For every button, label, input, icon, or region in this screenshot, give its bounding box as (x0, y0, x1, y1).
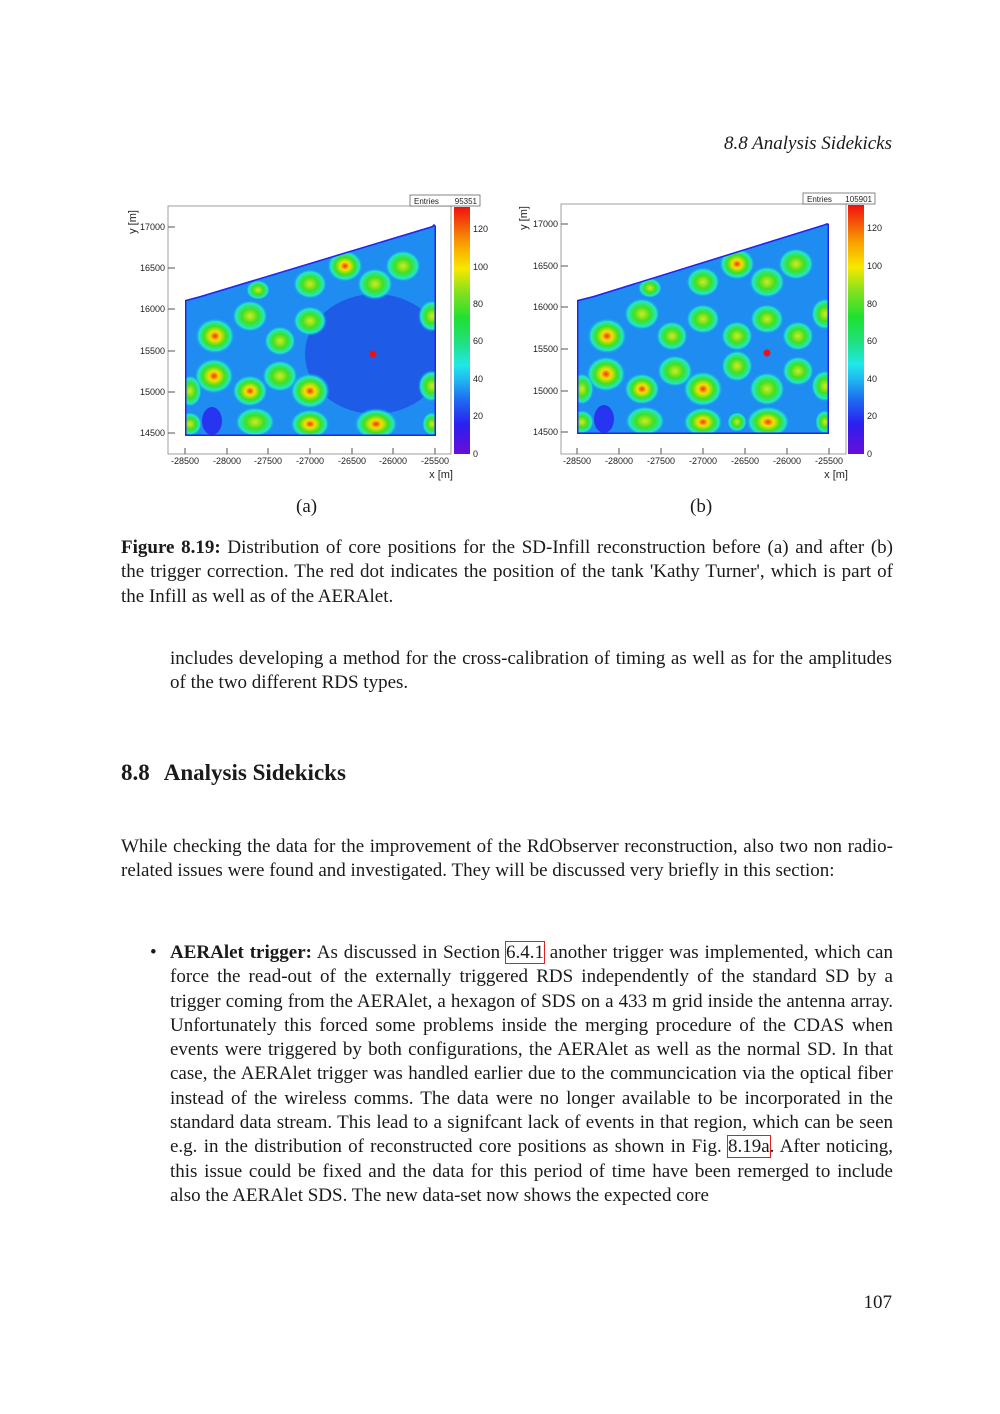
svg-text:17000: 17000 (139, 222, 165, 232)
running-header: 8.8 Analysis Sidekicks (724, 133, 892, 154)
section-ref-link[interactable]: 6.4.1 (505, 942, 544, 963)
svg-text:80: 80 (867, 299, 878, 309)
svg-text:-27000: -27000 (688, 456, 718, 466)
bullet-icon: • (150, 942, 157, 963)
figure-ref-link[interactable]: 8.19a (727, 1136, 770, 1158)
svg-text:16500: 16500 (532, 261, 558, 271)
svg-text:40: 40 (473, 374, 484, 384)
svg-text:0: 0 (867, 449, 873, 459)
kathy-turner-marker (764, 350, 771, 357)
svg-text:60: 60 (473, 336, 484, 346)
x-axis-label-a: x [m] (429, 469, 453, 481)
svg-text:100: 100 (473, 262, 489, 272)
svg-text:15500: 15500 (532, 344, 558, 354)
svg-text:40: 40 (867, 374, 878, 384)
svg-text:16000: 16000 (139, 304, 165, 314)
y-axis-label-a: y [m] (127, 210, 139, 234)
svg-text:95351: 95351 (454, 197, 477, 206)
svg-text:-28500: -28500 (170, 456, 200, 466)
figure-panel-a (120, 186, 500, 486)
list-item: • AERAlet trigger: As discussed in Section 6.4.1 another trigger was implemented, which can force the read-out of the externally triggered RDS independently of the standard SD by a trigger coming from the AERAlet, a hexagon of SDS on a 433 m grid inside the antenna array. Unfortunately this forced some problems inside the merging procedure of the CDAS when events were triggered by both configurations, the AERAlet as well as the normal SD. In that case, the AERAlet trigger was handled earlier due to the communcication via the optical fiber instead of the wireless comms. The data were no longer available to be incorporated in the standard data stream. This lead to a signifcant lack of events in that region, which can be seen e.g. in the distribution of reconstructed core positions as shown in Fig. 8.19a. After noticing, this issue could be fixed and the data for this period of time have been remerged to include also the AERAlet SDS. The new data-set now shows the expected core (150, 942, 894, 1206)
caption-label: Figure 8.19: (121, 537, 221, 558)
section-heading (121, 760, 346, 786)
section-title: Analysis Sidekicks (163, 760, 346, 785)
svg-text:-28500: -28500 (562, 456, 592, 466)
subcaption-b: (b) (690, 496, 713, 517)
x-axis-label-b: x [m] (824, 469, 848, 481)
bullet-label: AERAlet trigger: (170, 942, 312, 963)
page-number: 107 (863, 1292, 892, 1313)
caption-text: Distribution of core positions for the SD-Infill reconstruction before (a) and after (b) the trigger correction. The red dot indicates the position of the tank 'Kathy Turner', which is part of the Infill as well as of the AERAlet. (121, 537, 893, 607)
colorbar-b (848, 205, 864, 454)
svg-text:-26500: -26500 (730, 456, 760, 466)
heatmap-chart-a (120, 186, 500, 486)
svg-text:-27500: -27500 (646, 456, 676, 466)
svg-text:Entries: Entries (414, 197, 439, 206)
svg-text:120: 120 (867, 223, 883, 233)
section-number: 8.8 (121, 760, 150, 785)
svg-text:16500: 16500 (139, 263, 165, 273)
y-axis-label-b: y [m] (518, 206, 530, 230)
bullet-list (121, 941, 893, 1208)
svg-text:60: 60 (867, 336, 878, 346)
subcaption-a: (a) (296, 496, 318, 517)
svg-text:-26000: -26000 (378, 456, 408, 466)
svg-text:20: 20 (473, 411, 484, 421)
svg-text:14500: 14500 (139, 428, 165, 438)
svg-text:-25500: -25500 (420, 456, 450, 466)
heatmap-chart-b (515, 186, 895, 486)
svg-text:-25500: -25500 (814, 456, 844, 466)
svg-text:15000: 15000 (532, 386, 558, 396)
svg-text:15000: 15000 (139, 387, 165, 397)
svg-text:-28000: -28000 (604, 456, 634, 466)
svg-text:0: 0 (473, 449, 479, 459)
paragraph-continuation: includes developing a method for the cross-calibration of timing as well as for the amplitudes of the two different RDS types. (170, 648, 892, 694)
svg-text:-28000: -28000 (212, 456, 242, 466)
paragraph-intro: While checking the data for the improvement of the RdObserver reconstruction, also two non radio-related issues were found and investigated. They will be discussed very briefly in this section: (121, 836, 893, 882)
svg-text:15500: 15500 (139, 346, 165, 356)
svg-text:Entries: Entries (807, 195, 832, 204)
svg-text:-27500: -27500 (253, 456, 283, 466)
svg-text:16000: 16000 (532, 302, 558, 312)
svg-text:105901: 105901 (845, 195, 872, 204)
figure-panel-b (515, 186, 895, 486)
svg-text:-27000: -27000 (295, 456, 325, 466)
kathy-turner-marker (370, 351, 377, 358)
svg-text:20: 20 (867, 411, 878, 421)
svg-text:100: 100 (867, 261, 883, 271)
colorbar-a (454, 207, 470, 454)
svg-text:-26000: -26000 (772, 456, 802, 466)
svg-text:80: 80 (473, 299, 484, 309)
svg-text:120: 120 (473, 224, 489, 234)
figure-caption (121, 536, 893, 609)
svg-text:-26500: -26500 (337, 456, 367, 466)
svg-text:14500: 14500 (532, 427, 558, 437)
svg-text:17000: 17000 (532, 219, 558, 229)
